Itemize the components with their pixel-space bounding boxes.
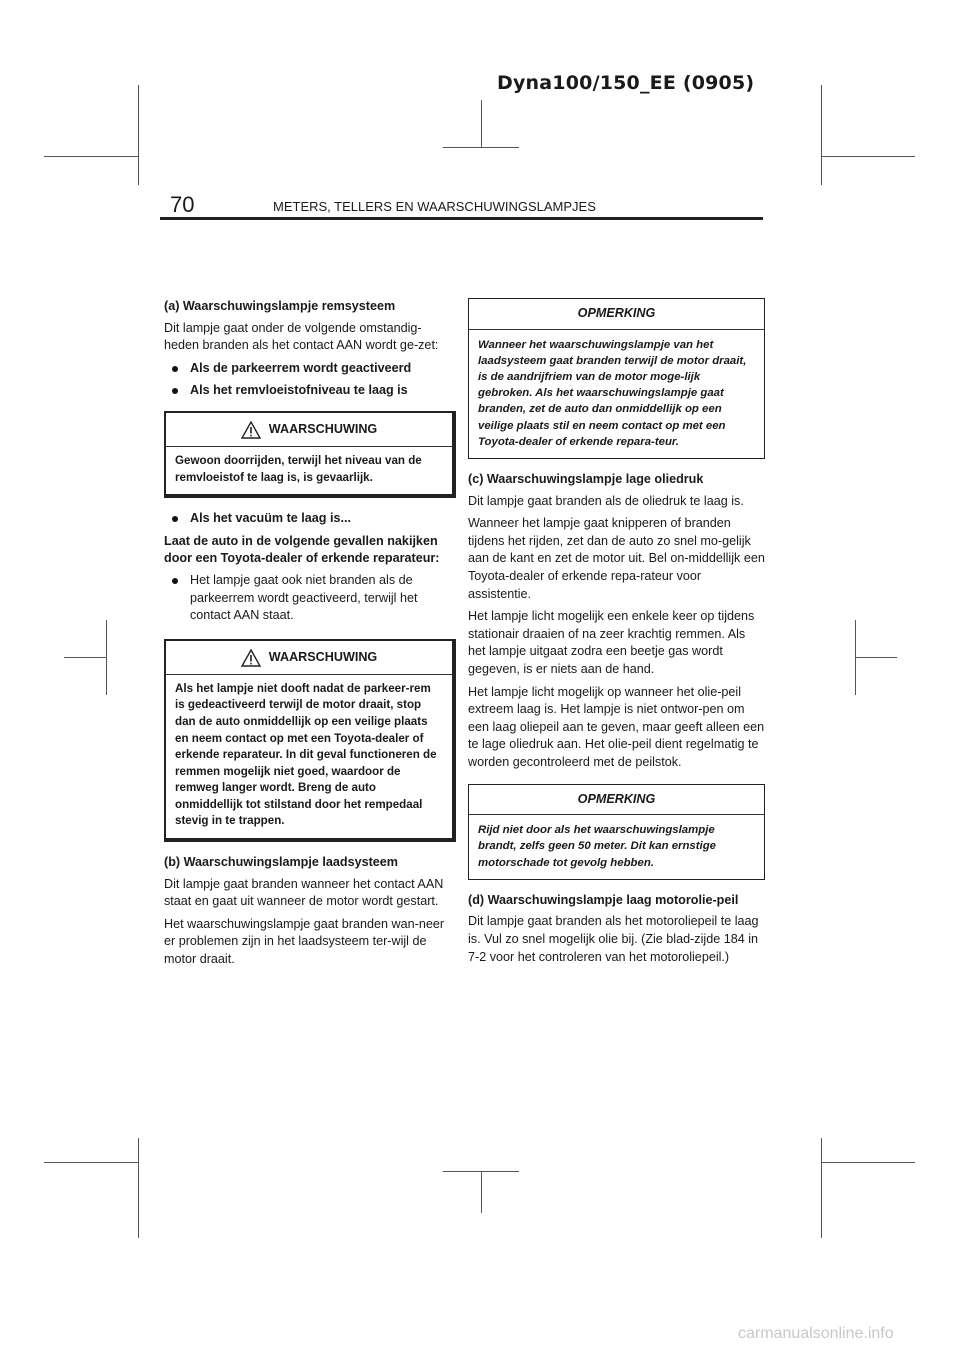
bullet-icon xyxy=(172,366,178,372)
crop-mark xyxy=(138,1138,139,1238)
warning-label: WAARSCHUWING xyxy=(268,422,378,437)
section-a-intro: Dit lampje gaat onder de volgende omstandig-heden branden als het contact AAN wordt ge-zet: xyxy=(164,320,439,353)
note-header: OPMERKING xyxy=(469,785,764,816)
note-header: OPMERKING xyxy=(469,299,764,330)
note-box xyxy=(468,784,765,880)
site-watermark: carmanualsonline.info xyxy=(738,1325,894,1342)
warning-box xyxy=(164,639,456,842)
warning-label: WAARSCHUWING xyxy=(268,649,378,664)
crop-mark xyxy=(44,1162,138,1163)
warning-header xyxy=(166,641,452,675)
bullet-icon xyxy=(172,516,178,522)
crop-mark xyxy=(138,85,139,185)
warning-triangle-icon xyxy=(241,421,261,439)
bullet-item xyxy=(164,360,456,378)
warning-box xyxy=(164,411,456,498)
section-c-paragraph: Dit lampje gaat branden als de oliedruk te laag is. xyxy=(468,493,744,508)
bullet-text: Als de parkeerrem wordt geactiveerd xyxy=(190,360,412,375)
crop-mark xyxy=(821,156,915,157)
section-b-paragraph: Het waarschuwingslampje gaat branden wan-neer er problemen zijn in het laadsysteem ter-wijl de motor draait. xyxy=(164,916,445,967)
bullet-text: Het lampje gaat ook niet branden als de parkeerrem wordt geactiveerd, terwijl het contact AAN staat. xyxy=(190,572,418,623)
warning-text: Gewoon doorrijden, terwijl het niveau van de remvloeistof te laag is, is gevaarlijk. xyxy=(175,453,422,484)
section-d-paragraph: Dit lampje gaat branden als het motoroliepeil te laag is. Vul zo snel mogelijk olie bij. (Zie blad-zijde 184 in 7‑2 voor het controleren van het motoroliepeil.) xyxy=(468,914,759,964)
bullet-item xyxy=(164,510,456,528)
crop-mark xyxy=(443,1171,519,1172)
crop-mark xyxy=(821,1138,822,1238)
right-column xyxy=(468,298,765,971)
section-c-paragraph: Het lampje licht mogelijk een enkele keer op tijdens stationair draaien of na zeer krachtig remmen. Als het lampje uitgaat zodra een beetje gas wordt gegeven, is er niets aan de hand. xyxy=(468,609,755,676)
note-box xyxy=(468,298,765,459)
section-b-heading: (b) Waarschuwingslampje laadsysteem xyxy=(164,855,398,870)
bullet-icon xyxy=(172,578,178,584)
crop-mark xyxy=(821,85,822,185)
bullet-text: Als het remvloeistofniveau te laag is xyxy=(190,383,408,398)
crop-mark xyxy=(106,620,107,695)
dealer-instruction: Laat de auto in de volgende gevallen nakijken door een Toyota‑dealer of erkende reparateur: xyxy=(164,533,440,566)
page-number: 70 xyxy=(170,192,195,217)
section-a-heading: (a) Waarschuwingslampje remsysteem xyxy=(164,299,396,313)
warning-header xyxy=(166,413,452,447)
bullet-item xyxy=(164,382,456,400)
left-column xyxy=(164,298,456,974)
section-c-heading: (c) Waarschuwingslampje lage oliedruk xyxy=(468,472,704,487)
crop-mark xyxy=(821,1162,915,1163)
crop-mark xyxy=(855,657,897,658)
section-c-paragraph: Wanneer het lampje gaat knipperen of branden tijdens het rijden, zet dan de auto zo snel mo-gelijk aan de kant en zet de motor uit. Bel on-middellijk een Toyota‑dealer of erkende repa-rateur voor assistentie. xyxy=(468,516,765,601)
document-code: Dyna100/150_EE (0905) xyxy=(497,72,755,94)
bullet-icon xyxy=(172,388,178,394)
warning-text: Als het lampje niet dooft nadat de parkeer-rem is gedeactiveerd terwijl de motor draait, stop dan de auto onmiddellijk op een veilige plaats en neem contact op met een Toyota-dealer of erkende reparateur. In dit geval functioneren de remmen mogelijk niet goed, waardoor de remweg langer wordt. Breng de auto onmiddellijk tot stilstand door het rempedaal stevig in te trappen. xyxy=(175,681,437,828)
section-b-paragraph: Dit lampje gaat branden wanneer het contact AAN staat en gaat uit wanneer de motor wordt gestart. xyxy=(164,876,444,909)
crop-mark xyxy=(44,156,138,157)
warning-triangle-icon xyxy=(241,649,261,667)
crop-mark xyxy=(443,147,519,148)
note-text: Wanneer het waarschuwingslampje van het laadsysteem gaat branden terwijl de motor draait, is de aandrijfriem van de motor moge-lijk gebroken. Als het waarschuwingslampje gaat branden, zet de auto dan onmiddellijk op een veilige plaats stil en neem contact op met een Toyota‑dealer of erkende repara-teur. xyxy=(478,338,747,448)
crop-mark xyxy=(64,657,106,658)
bullet-text: Als het vacuüm te laag is... xyxy=(190,511,351,526)
crop-mark xyxy=(481,100,482,147)
note-text: Rijd niet door als het waarschuwingslampje brandt, zelfs geen 50 meter. Dit kan ernstige motorschade tot gevolg hebben. xyxy=(478,824,717,869)
section-d-heading: (d) Waarschuwingslampje laag motorolie-peil xyxy=(468,892,739,907)
section-c-paragraph: Het lampje licht mogelijk op wanneer het olie-peil extreem laag is. Het lampje is niet ontwor-pen om een laag oliepeil aan te geven, maar geeft alleen een te lage oliedruk aan. Het olie-peil dient regelmatig te worden gecontroleerd met de peilstok. xyxy=(468,684,765,769)
crop-mark xyxy=(481,1171,482,1213)
page-title: METERS, TELLERS EN WAARSCHUWINGSLAMPJES xyxy=(273,199,596,214)
bullet-item xyxy=(164,572,456,625)
header-rule xyxy=(160,217,763,220)
